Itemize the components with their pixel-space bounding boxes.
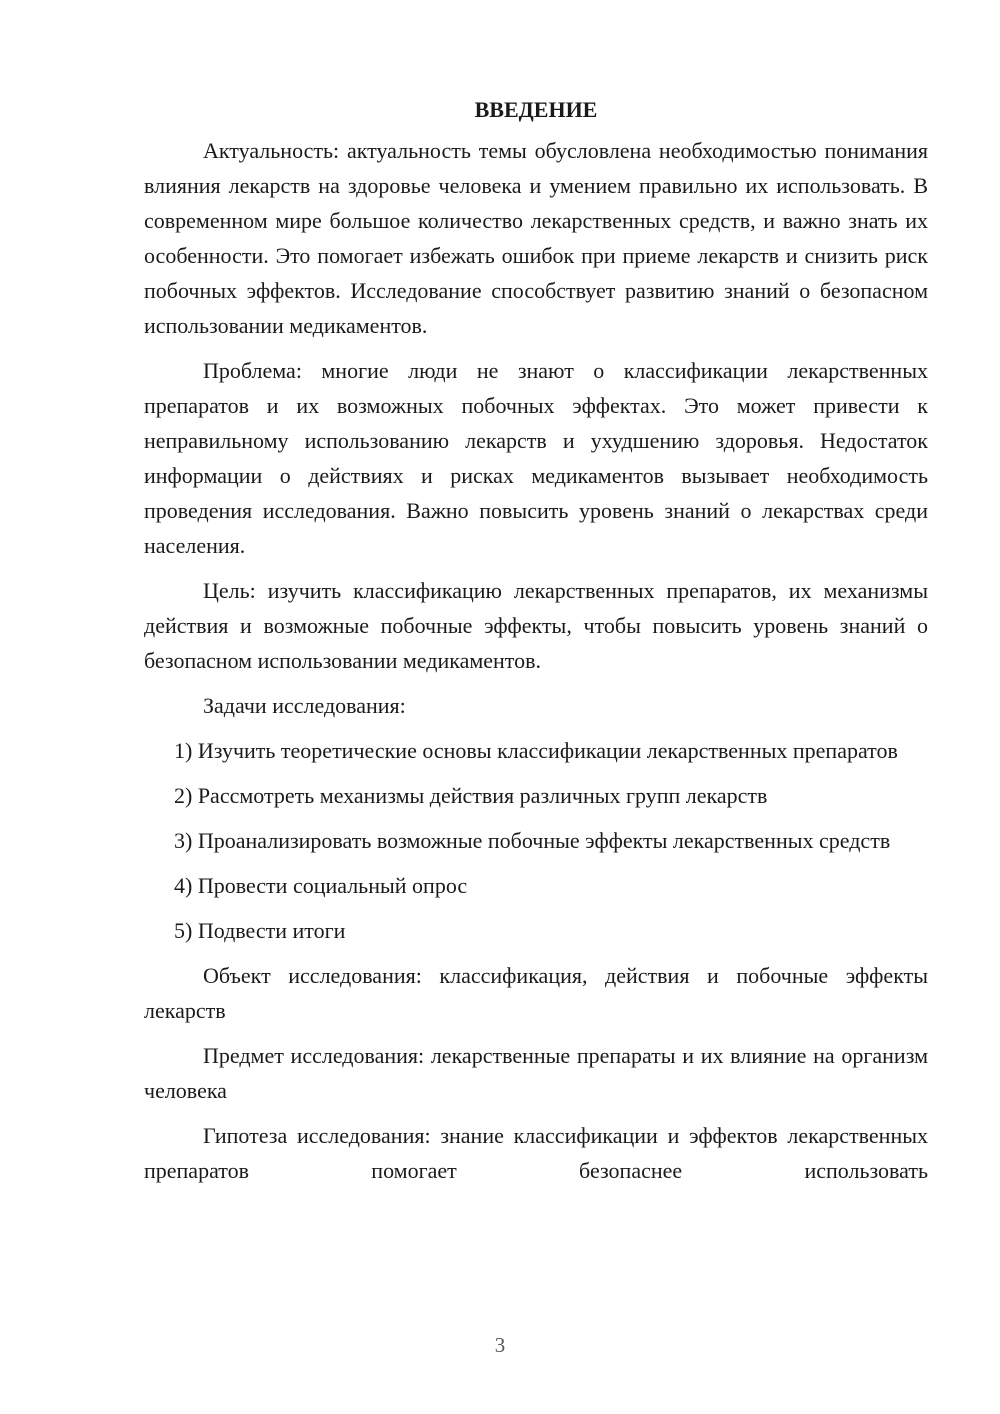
task-item-5: 5) Подвести итоги	[174, 918, 346, 943]
problem-paragraph: Проблема: многие люди не знают о классификации лекарственных препаратов и их возможных побочных эффектах. Это может привести к неправильному использованию лекарств и ухудшению здоровья. Недостаток информации о действиях и рисках медикаментов вызывает необходимость проведения исследования. Важно повысить уровень знаний о лекарствах среди населения.	[144, 358, 928, 558]
document-body	[144, 92, 928, 1188]
hypothesis-paragraph: Гипотеза исследования: знание классификации и эффектов лекарственных препаратов помогает безопаснее использовать	[144, 1123, 928, 1183]
task-item-3: 3) Проанализировать возможные побочные эффекты лекарственных средств	[174, 828, 891, 853]
goal-paragraph: Цель: изучить классификацию лекарственных препаратов, их механизмы действия и возможные побочные эффекты, чтобы повысить уровень знаний о безопасном использовании медикаментов.	[144, 578, 928, 673]
page-number: 3	[494, 1333, 506, 1357]
task-item-2: 2) Рассмотреть механизмы действия различных групп лекарств	[174, 783, 768, 808]
relevance-paragraph: Актуальность: актуальность темы обусловлена необходимостью понимания влияния лекарств на здоровье человека и умением правильно их использовать. В современном мире большое количество лекарственных средств, и важно знать их особенности. Это помогает избежать ошибок при приеме лекарств и снизить риск побочных эффектов. Исследование способствует развитию знаний о безопасном использовании медикаментов.	[144, 138, 928, 338]
section-heading: ВВЕДЕНИЕ	[474, 97, 598, 122]
tasks-title: Задачи исследования:	[203, 693, 406, 718]
subject-paragraph: Предмет исследования: лекарственные препараты и их влияние на организм человека	[144, 1043, 928, 1103]
task-item-4: 4) Провести социальный опрос	[174, 873, 468, 898]
object-paragraph: Объект исследования: классификация, действия и побочные эффекты лекарств	[144, 963, 928, 1023]
task-item-1: 1) Изучить теоретические основы классификации лекарственных препаратов	[174, 738, 898, 763]
